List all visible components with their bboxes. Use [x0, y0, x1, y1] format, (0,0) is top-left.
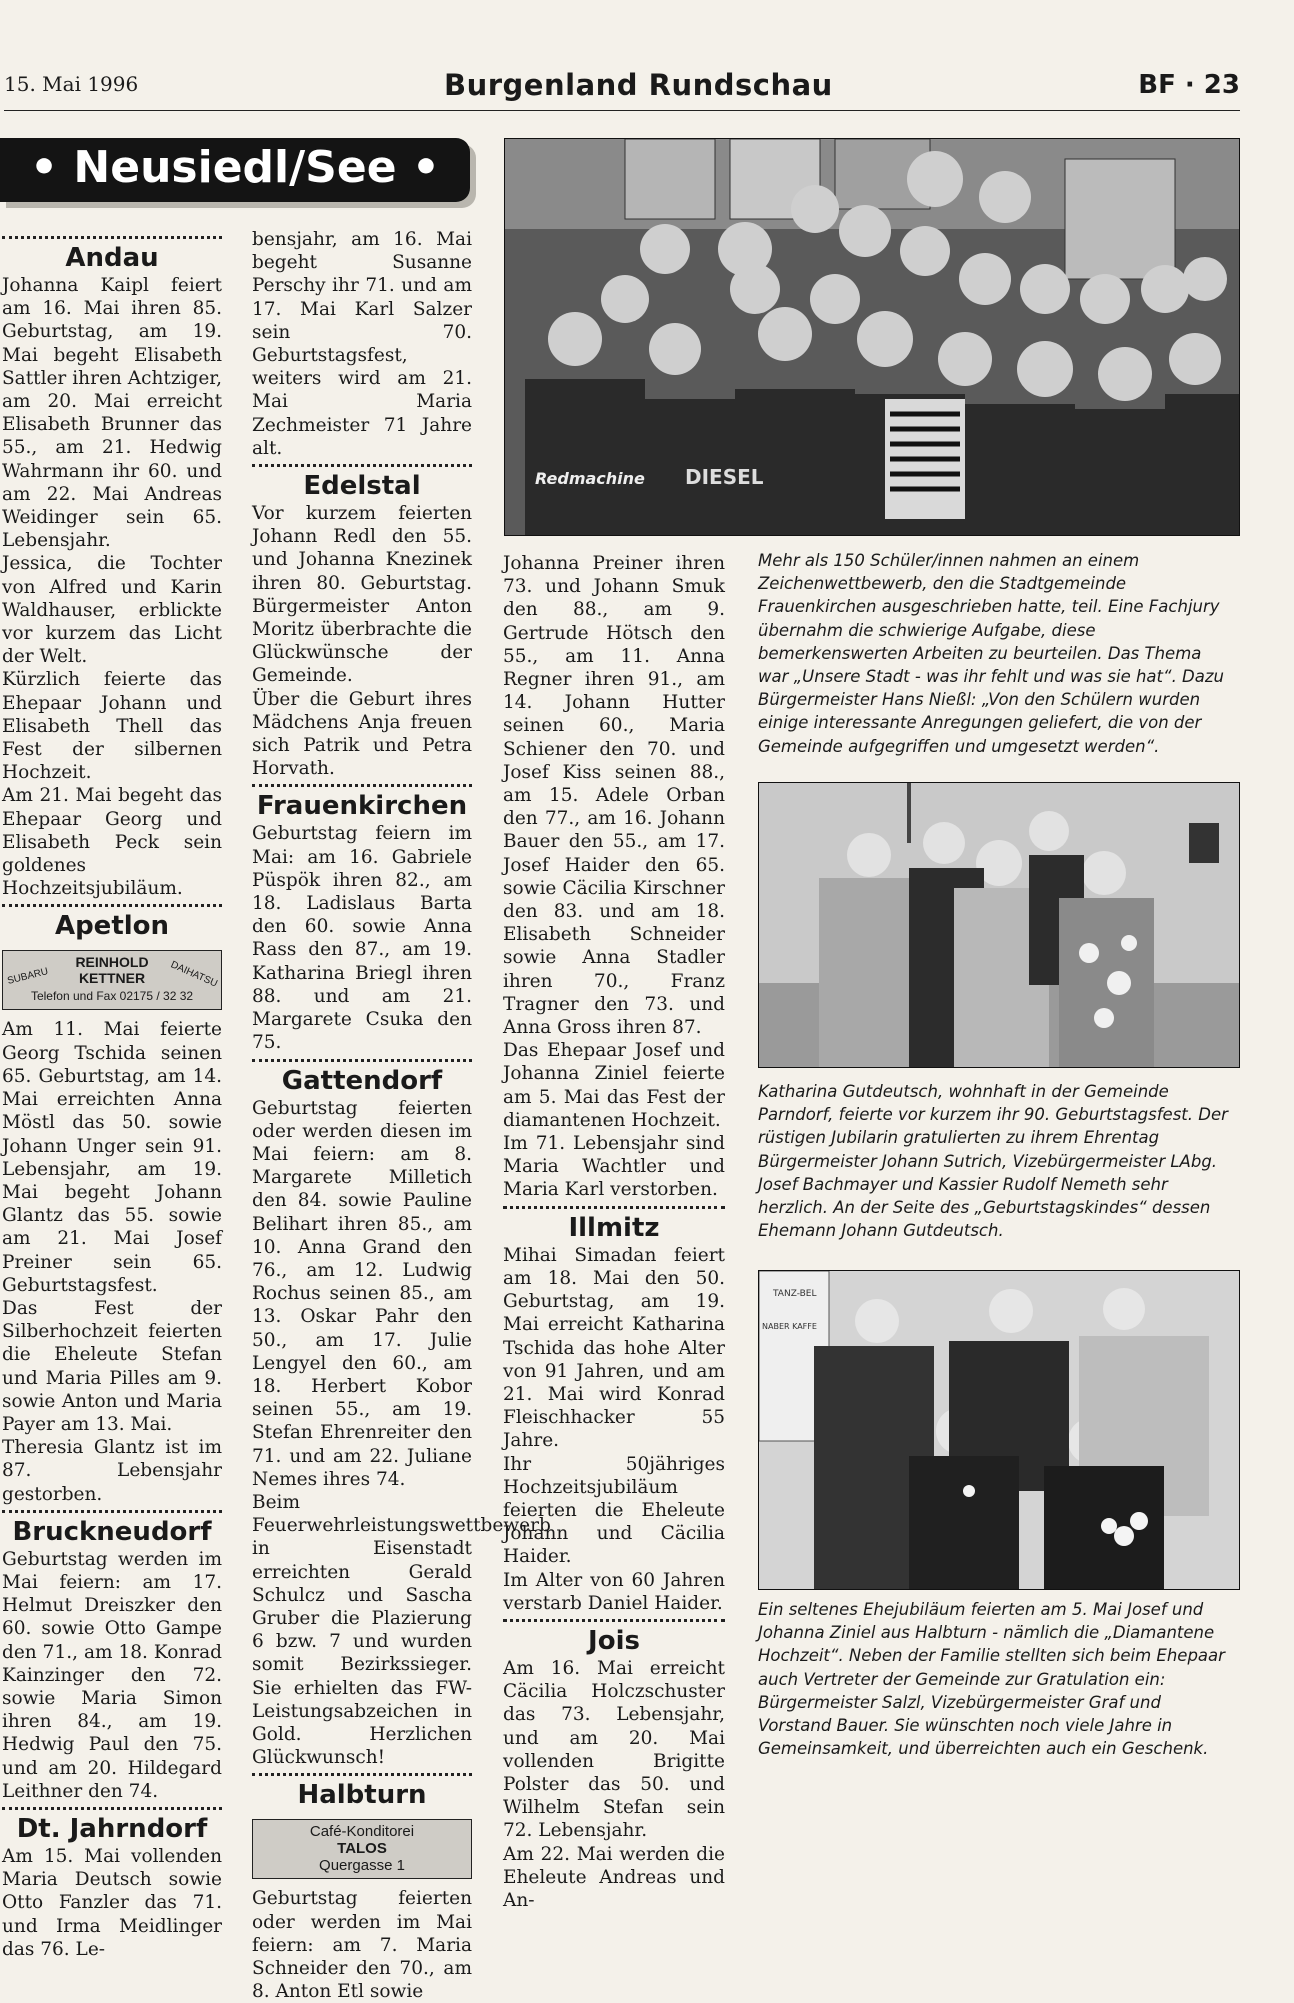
paragraph: Am 21. Mai begeht das Ehepaar Georg und Elisabeth Peck sein goldenes Hochzeitsjubiläum.: [2, 785, 222, 900]
paragraph: Vor kurzem feierten Johann Redl den 55. und Johanna Knezinek ihren 80. Geburtstag. Bürgermeister Anton Moritz überbrachte die Glückwünsche der Gemeinde.: [252, 503, 472, 687]
paragraph: Am 15. Mai vollenden Maria Deutsch sowie Otto Fanzler das 71. und Irma Meidlinger das 76. Le-: [2, 1845, 222, 1960]
photo-birthday: [758, 782, 1240, 1068]
paragraph: Am 16. Mai erreicht Cäcilia Holczschuster das 73. Lebensjahr, und am 20. Mai vollenden Brigitte Polster das 50. und Wilhelm Stefan sein 72. Lebensjahr.: [503, 1657, 725, 1842]
dotted-divider: [252, 464, 472, 467]
caption-diamond-wedding: Ein seltenes Ehejubiläum feierten am 5. Mai Josef und Johanna Ziniel aus Halbturn - nämlich die „Diamantene Hochzeit“. Neben der Familie stellten sich beim Ehepaar auch Vertreter der Gemeinde zur Gratulation ein: Bürgermeister Salzl, Vizebürgermeister Graf und Vorstand Bauer. Sie wünschten noch viele Jahre in Gemeinsamkeit, und überreichten auch ein Geschenk.: [758, 1600, 1225, 1759]
ad-line: KETTNER: [78, 970, 146, 987]
photo-students-illustration: [505, 139, 1239, 535]
paragraph: bensjahr, am 16. Mai begeht Susanne Perschy ihr 71. und am 17. Mai Karl Salzer sein 70. Geburtstagsfest, weiters wird am 21. Mai Maria Zechmeister 71 Jahre alt.: [252, 229, 472, 459]
heading-edelstal: Edelstal: [303, 471, 421, 502]
dotted-divider: [252, 784, 472, 787]
photo-wedding-illustration: [759, 1271, 1239, 1589]
dotted-divider: [503, 1619, 725, 1622]
section-title: • Neusiedl/See •: [29, 142, 440, 193]
ad-line: REINHOLD: [75, 954, 149, 971]
ad-brand-left: SUBARU: [6, 966, 50, 988]
paragraph: Mihai Simadan feiert am 18. Mai den 50. Geburtstag, am 19. Mai erreicht Katharina Tschida das hohe Alter von 91 Jahren, und am 21. Mai wird Konrad Fleischhacker 55 Jahre.: [503, 1244, 725, 1452]
ad-brand-right: DAIHATSU: [169, 959, 220, 991]
issue-date: 15. Mai 1996: [4, 72, 139, 96]
heading-halbturn: Halbturn: [297, 1780, 427, 1811]
ad-phone: Telefon und Fax 02175 / 32 32: [30, 989, 194, 1004]
ad-line: TALOS: [337, 1840, 387, 1858]
dotted-divider: [2, 904, 222, 907]
dotted-divider: [2, 1807, 222, 1810]
column-1: [2, 232, 222, 1961]
heading-jois: Jois: [588, 1625, 640, 1656]
dotted-divider: [252, 1059, 472, 1062]
paragraph: Geburtstag feiern im Mai: am 16. Gabriele Püspök ihren 82., am 18. Ladislaus Barta den 60. sowie Anna Rass den 87., am 19. Katharina Briegl ihren 88. und am 21. Margarete Csuka den 75.: [252, 823, 472, 1054]
paragraph: Geburtstag werden im Mai feiern: am 17. Helmut Dreiszker den 60. sowie Otto Gampe den 71., am 18. Konrad Kainzinger den 72. sowie Maria Simon ihren 84., am 19. Hedwig Paul den 75. und am 20. Hildegard Leithner den 74.: [2, 1548, 222, 1802]
ad-line: Quergasse 1: [319, 1857, 405, 1875]
caption-students: Mehr als 150 Schüler/innen nahmen an einem Zeichenwettbewerb, den die Stadtgemeinde Frauenkirchen ausgeschrieben hatte, teil. Eine Fachjury übernahm die schwierige Aufgabe, diese bemerkenswerten Arbeiten zu beurteilen. Das Thema war „Unsere Stadt - was ihr fehlt und was sie hat“. Dazu Bürgermeister Hans Nießl: „Von den Schülern wurden einige interessante Anregungen geliefert, die von der Gemeinde aufgegriffen und umgesetzt werden“.: [758, 551, 1224, 756]
paragraph: Geburtstag feierten oder werden diesen im Mai feiern: am 8. Margarete Milletich den 84. sowie Pauline Belihart ihren 85., am 10. Anna Grand den 76., am 12. Ludwig Rochus seinen 85., am 13. Oskar Pahr den 50., am 17. Julie Lengyel den 60., am 18. Herbert Kobor seinen 55., am 19. Stefan Ehrenreiter den 71. und am 22. Juliane Nemes ihres 74.: [252, 1097, 472, 1490]
shirt-logo-redmachine: Redmachine: [535, 469, 645, 488]
paragraph: Jessica, die Tochter von Alfred und Karin Waldhauser, erblickte vor kurzem das Licht der Welt.: [2, 553, 222, 668]
paragraph: Ihr 50jähriges Hochzeitsjubiläum feierten die Eheleute Johann und Cäcilia Haider.: [503, 1453, 725, 1568]
paragraph: Über die Geburt ihres Mädchens Anja freuen sich Patrik und Petra Horvath.: [252, 688, 472, 780]
advertisement-kettner: [2, 950, 222, 1010]
page-number: BF · 23: [1138, 70, 1240, 100]
paragraph: Im 71. Lebensjahr sind Maria Wachtler und Maria Karl verstorben.: [503, 1133, 725, 1201]
dotted-divider: [252, 1773, 472, 1776]
paragraph: Am 22. Mai werden die Eheleute Andreas und An-: [503, 1843, 725, 1911]
paragraph: Das Ehepaar Josef und Johanna Ziniel feierte am 5. Mai das Fest der diamantenen Hochzeit.: [503, 1040, 725, 1131]
newspaper-title: Burgenland Rundschau: [444, 68, 833, 102]
dotted-divider: [503, 1206, 725, 1209]
sign-text: TANZ-BEL: [773, 1289, 817, 1299]
paragraph: Beim Feuerwehrleistungswettbewerb in Eisenstadt erreichten Gerald Schulcz und Sascha Gruber die Plazierung 6 bzw. 7 und wurden somit Bezirkssieger. Sie erhielten das FW-Leistungsabzeichen in Gold. Herzlichen Glückwunsch!: [252, 1491, 551, 1769]
heading-frauenkirchen: Frauenkirchen: [256, 791, 468, 822]
sign-text: NABER KAFFE: [762, 1322, 817, 1331]
column-2: [252, 228, 551, 2003]
photo-students-group: [504, 138, 1240, 536]
shirt-logo-diesel: DIESEL: [685, 465, 764, 489]
heading-andau: Andau: [65, 243, 159, 273]
paragraph: Geburtstag feierten oder werden im Mai feiern: am 7. Maria Schneider den 70., am 8. Anton Etl sowie: [252, 1888, 472, 2003]
page-header: [4, 68, 1240, 111]
paragraph: Theresia Glantz ist im 87. Lebensjahr gestorben.: [2, 1437, 222, 1505]
section-banner: [0, 138, 470, 202]
dotted-divider: [2, 1510, 222, 1513]
caption-birthday: Katharina Gutdeutsch, wohnhaft in der Gemeinde Parndorf, feierte vor kurzem ihr 90. Geburtstagsfest. Der rüstigen Jubilarin gratulierten zu ihrem Ehrentag Bürgermeister Johann Sutrich, Vizebürgermeister LAbg. Josef Bachmayer und Kassier Rudolf Nemeth sehr herzlich. An der Seite des „Geburtstagskindes“ dessen Ehemann Johann Gutdeutsch.: [758, 1082, 1228, 1241]
photo-birthday-illustration: [759, 783, 1239, 1067]
photo-diamond-wedding: [758, 1270, 1240, 1590]
heading-bruckneudorf: Bruckneudorf: [12, 1516, 212, 1547]
paragraph: Das Fest der Silberhochzeit feierten die Eheleute Stefan und Maria Pilles am 9. sowie Anton und Maria Payer am 13. Mai.: [2, 1297, 222, 1435]
advertisement-talos: [252, 1819, 472, 1879]
paragraph: Kürzlich feierte das Ehepaar Johann und Elisabeth Thell das Fest der silbernen Hochzeit.: [2, 669, 222, 784]
paragraph: Johanna Kaipl feiert am 16. Mai ihren 85. Geburtstag, am 19. Mai begeht Elisabeth Sattler ihren Achtziger, am 20. Mai erreicht Elisabeth Brunner das 55., am 21. Hedwig Wahrmann ihr 60. und am 22. Mai Andreas Weidinger sein 65. Lebensjahr.: [2, 275, 222, 552]
ad-line: Café-Konditorei: [309, 1823, 415, 1841]
heading-dt-jahrndorf: Dt. Jahrndorf: [16, 1813, 208, 1844]
paragraph: Johanna Preiner ihren 73. und Johann Smuk den 88., am 9. Gertrude Hötsch den 55., am 11. Anna Regner ihren 91., am 14. Johann Hutter seinen 60., Maria Schiener den 70. und Josef Kiss seinen 88., am 15. Adele Orban den 77., am 16. Johann Bauer den 55., am 17. Josef Haider den 65. sowie Cäcilia Kirschner den 83. und am 18. Elisabeth Schneider sowie Anna Stadler ihren 70., Franz Tragner den 73. und Anna Gross ihren 87.: [503, 553, 725, 1039]
dotted-divider: [2, 236, 222, 239]
column-3: [503, 552, 725, 1912]
paragraph: Im Alter von 60 Jahren verstarb Daniel Haider.: [503, 1569, 725, 1614]
paragraph: Am 11. Mai feierte Georg Tschida seinen 65. Geburtstag, am 14. Mai erreichten Anna Möstl das 50. sowie Johann Unger sein 91. Lebensjahr, am 19. Mai begeht Johann Glantz das 55. sowie am 21. Mai Josef Preiner sein 65. Geburtstagsfest.: [2, 1019, 222, 1296]
heading-gattendorf: Gattendorf: [281, 1065, 443, 1096]
heading-illmitz: Illmitz: [568, 1212, 660, 1243]
heading-apetlon: Apetlon: [54, 911, 170, 942]
